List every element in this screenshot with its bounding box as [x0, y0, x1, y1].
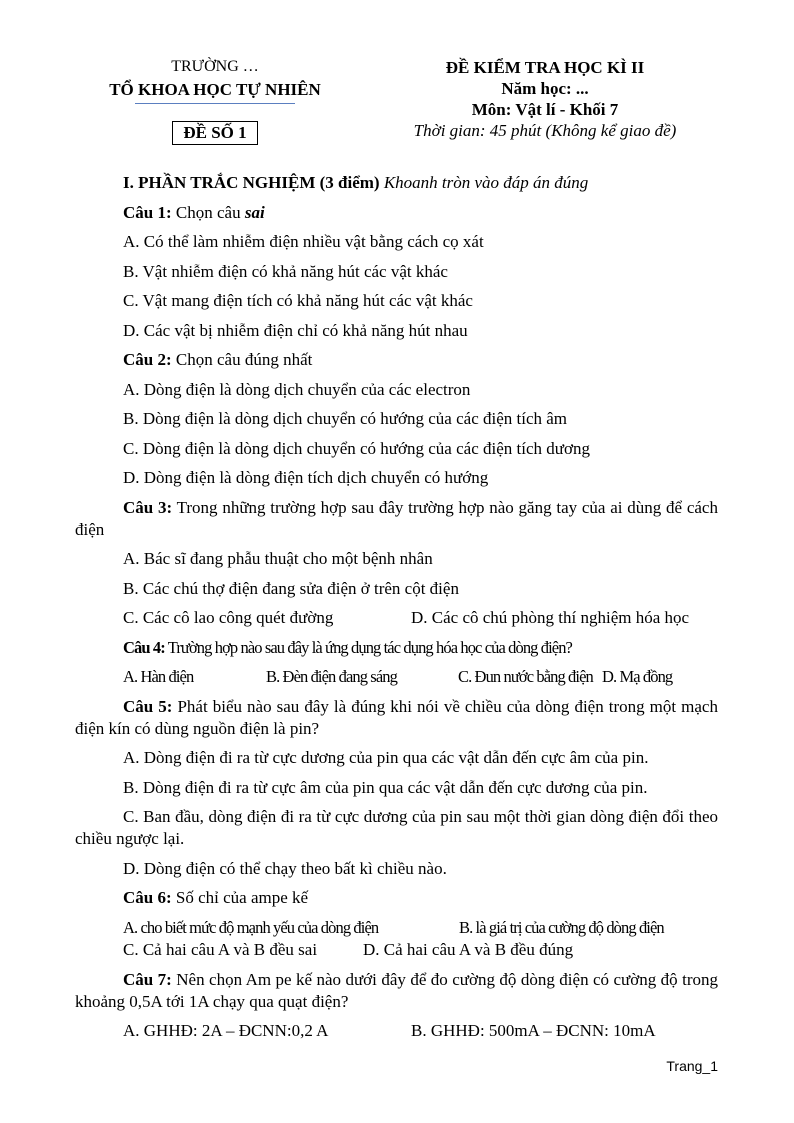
department-underline: [135, 103, 295, 104]
question-label: Câu 1:: [123, 202, 172, 222]
q4-option-c: C. Đun nước bằng điện: [458, 667, 593, 686]
q5-option-a: A. Dòng điện đi ra từ cực dương của pin qua các vật dẫn đến cực âm của pin.: [123, 748, 649, 767]
q1-option-a: A. Có thể làm nhiễm điện nhiều vật bằng cách cọ xát: [123, 232, 484, 251]
section-heading: [75, 168, 718, 198]
question-7: [75, 965, 718, 1017]
question-stem: Nên chọn Am pe kế nào dưới đây để đo cường độ dòng điện có cường độ trong khoảng 0,5A tới 1A chạy qua quạt điện?: [75, 969, 718, 1011]
question-label: Câu 5:: [123, 696, 173, 716]
q2-option-b: B. Dòng điện là dòng dịch chuyển có hướng của các điện tích âm: [123, 409, 568, 428]
q2-option-a: A. Dòng điện là dòng dịch chuyển của các electron: [123, 379, 471, 399]
question-3: [75, 493, 718, 545]
question-stem-emphasis: sai: [244, 202, 265, 222]
question-label: Câu 4:: [123, 637, 165, 657]
question-stem: Số chỉ của ampe kế: [171, 888, 309, 907]
q3-option-d: D. Các cô chú phòng thí nghiệm hóa học: [411, 608, 690, 627]
q5-option-c: C. Ban đầu, dòng điện đi ra từ cực dương của pin sau một thời gian dòng điện đổi theo chiều ngược lại.: [75, 807, 718, 848]
q1-option-c: C. Vật mang điện tích có khả năng hút các vật khác: [123, 291, 473, 310]
question-stem: Chọn câu đúng nhất: [171, 350, 313, 369]
question-label: Câu 7:: [123, 969, 172, 989]
q2-option-c: C. Dòng điện là dòng dịch chuyển có hướng của các điện tích dương: [123, 438, 590, 458]
q4-option-a: A. Hàn điện: [123, 667, 194, 686]
exam-code-box: ĐỀ SỐ 1: [172, 121, 257, 145]
q4-option-d: D. Mạ đồng: [602, 667, 673, 686]
section-title: I. PHẦN TRẮC NGHIỆM (3 điểm): [123, 173, 380, 192]
question-stem: Phát biểu nào sau đây là đúng khi nói về chiều của dòng điện trong một mạch điện kín có dùng nguồn điện là pin?: [75, 696, 718, 738]
q5-option-b: B. Dòng điện đi ra từ cực âm của pin qua các vật dẫn đến cực dương của pin.: [123, 777, 648, 797]
question-6: [75, 883, 718, 913]
question-stem: Trường hợp nào sau đây là ứng dụng tác dụng hóa học của dòng điện?: [164, 637, 572, 657]
q1-option-b: B. Vật nhiễm điện có khả năng hút các vật khác: [123, 261, 448, 281]
school-year: Năm học: ...: [501, 79, 589, 98]
exam-title: ĐỀ KIỂM TRA HỌC KÌ II: [445, 58, 645, 77]
department-name: TỔ KHOA HỌC TỰ NHIÊN: [109, 80, 321, 99]
question-1: [75, 198, 718, 228]
question-label: Câu 6:: [123, 888, 172, 907]
q3-option-a: A. Bác sĩ đang phẫu thuật cho một bệnh nhân: [123, 549, 433, 568]
q4-option-b: B. Đèn điện đang sáng: [266, 667, 397, 686]
q5-option-c-wrap: [75, 802, 718, 854]
subject: Môn: Vật lí - Khối 7: [471, 100, 619, 119]
q3-options-cd: [75, 603, 718, 633]
section-instruction: Khoanh tròn vào đáp án đúng: [379, 173, 589, 192]
q7-options-ab: [75, 1016, 718, 1046]
question-4: [75, 633, 718, 663]
question-stem: Trong những trường hợp sau đây trường hợp nào găng tay của ai dùng để cách điện: [75, 497, 718, 539]
question-5: [75, 692, 718, 744]
q6-option-b: B. là giá trị của cường độ dòng điện: [459, 917, 664, 937]
question-stem: Chọn câu: [171, 202, 245, 222]
q6-options-cd: [75, 939, 718, 965]
question-label: Câu 2:: [123, 350, 172, 369]
question-2: [75, 345, 718, 375]
school-header: [75, 56, 355, 145]
question-label: Câu 3:: [123, 497, 173, 517]
duration: Thời gian: 45 phút (Không kể giao đề): [413, 121, 677, 140]
q7-option-b: B. GHHĐ: 500mA – ĐCNN: 10mA: [411, 1021, 656, 1040]
q7-option-a: A. GHHĐ: 2A – ĐCNN:0,2 A: [123, 1021, 329, 1040]
exam-header: [360, 57, 730, 141]
q6-option-a: A. cho biết mức độ mạnh yếu của dòng điện: [123, 917, 379, 937]
page-number: Trang_1: [666, 1058, 718, 1074]
school-name: TRƯỜNG …: [171, 58, 259, 75]
q1-option-d: D. Các vật bị nhiễm điện chỉ có khả năng hút nhau: [123, 320, 468, 340]
exam-content: [75, 168, 718, 1046]
q3-option-c: C. Các cô lao công quét đường: [123, 608, 334, 627]
q4-options: [75, 662, 718, 692]
q3-option-b: B. Các chú thợ điện đang sửa điện ở trên cột điện: [123, 578, 459, 598]
q2-option-d: D. Dòng điện là dòng điện tích dịch chuyển có hướng: [123, 468, 489, 487]
q6-option-d: D. Cả hai câu A và B đều đúng: [363, 939, 574, 959]
q6-option-c: C. Cả hai câu A và B đều sai: [123, 939, 318, 959]
q5-option-d: D. Dòng điện có thể chạy theo bất kì chiều nào.: [123, 858, 447, 878]
q6-options-ab: [75, 913, 718, 939]
